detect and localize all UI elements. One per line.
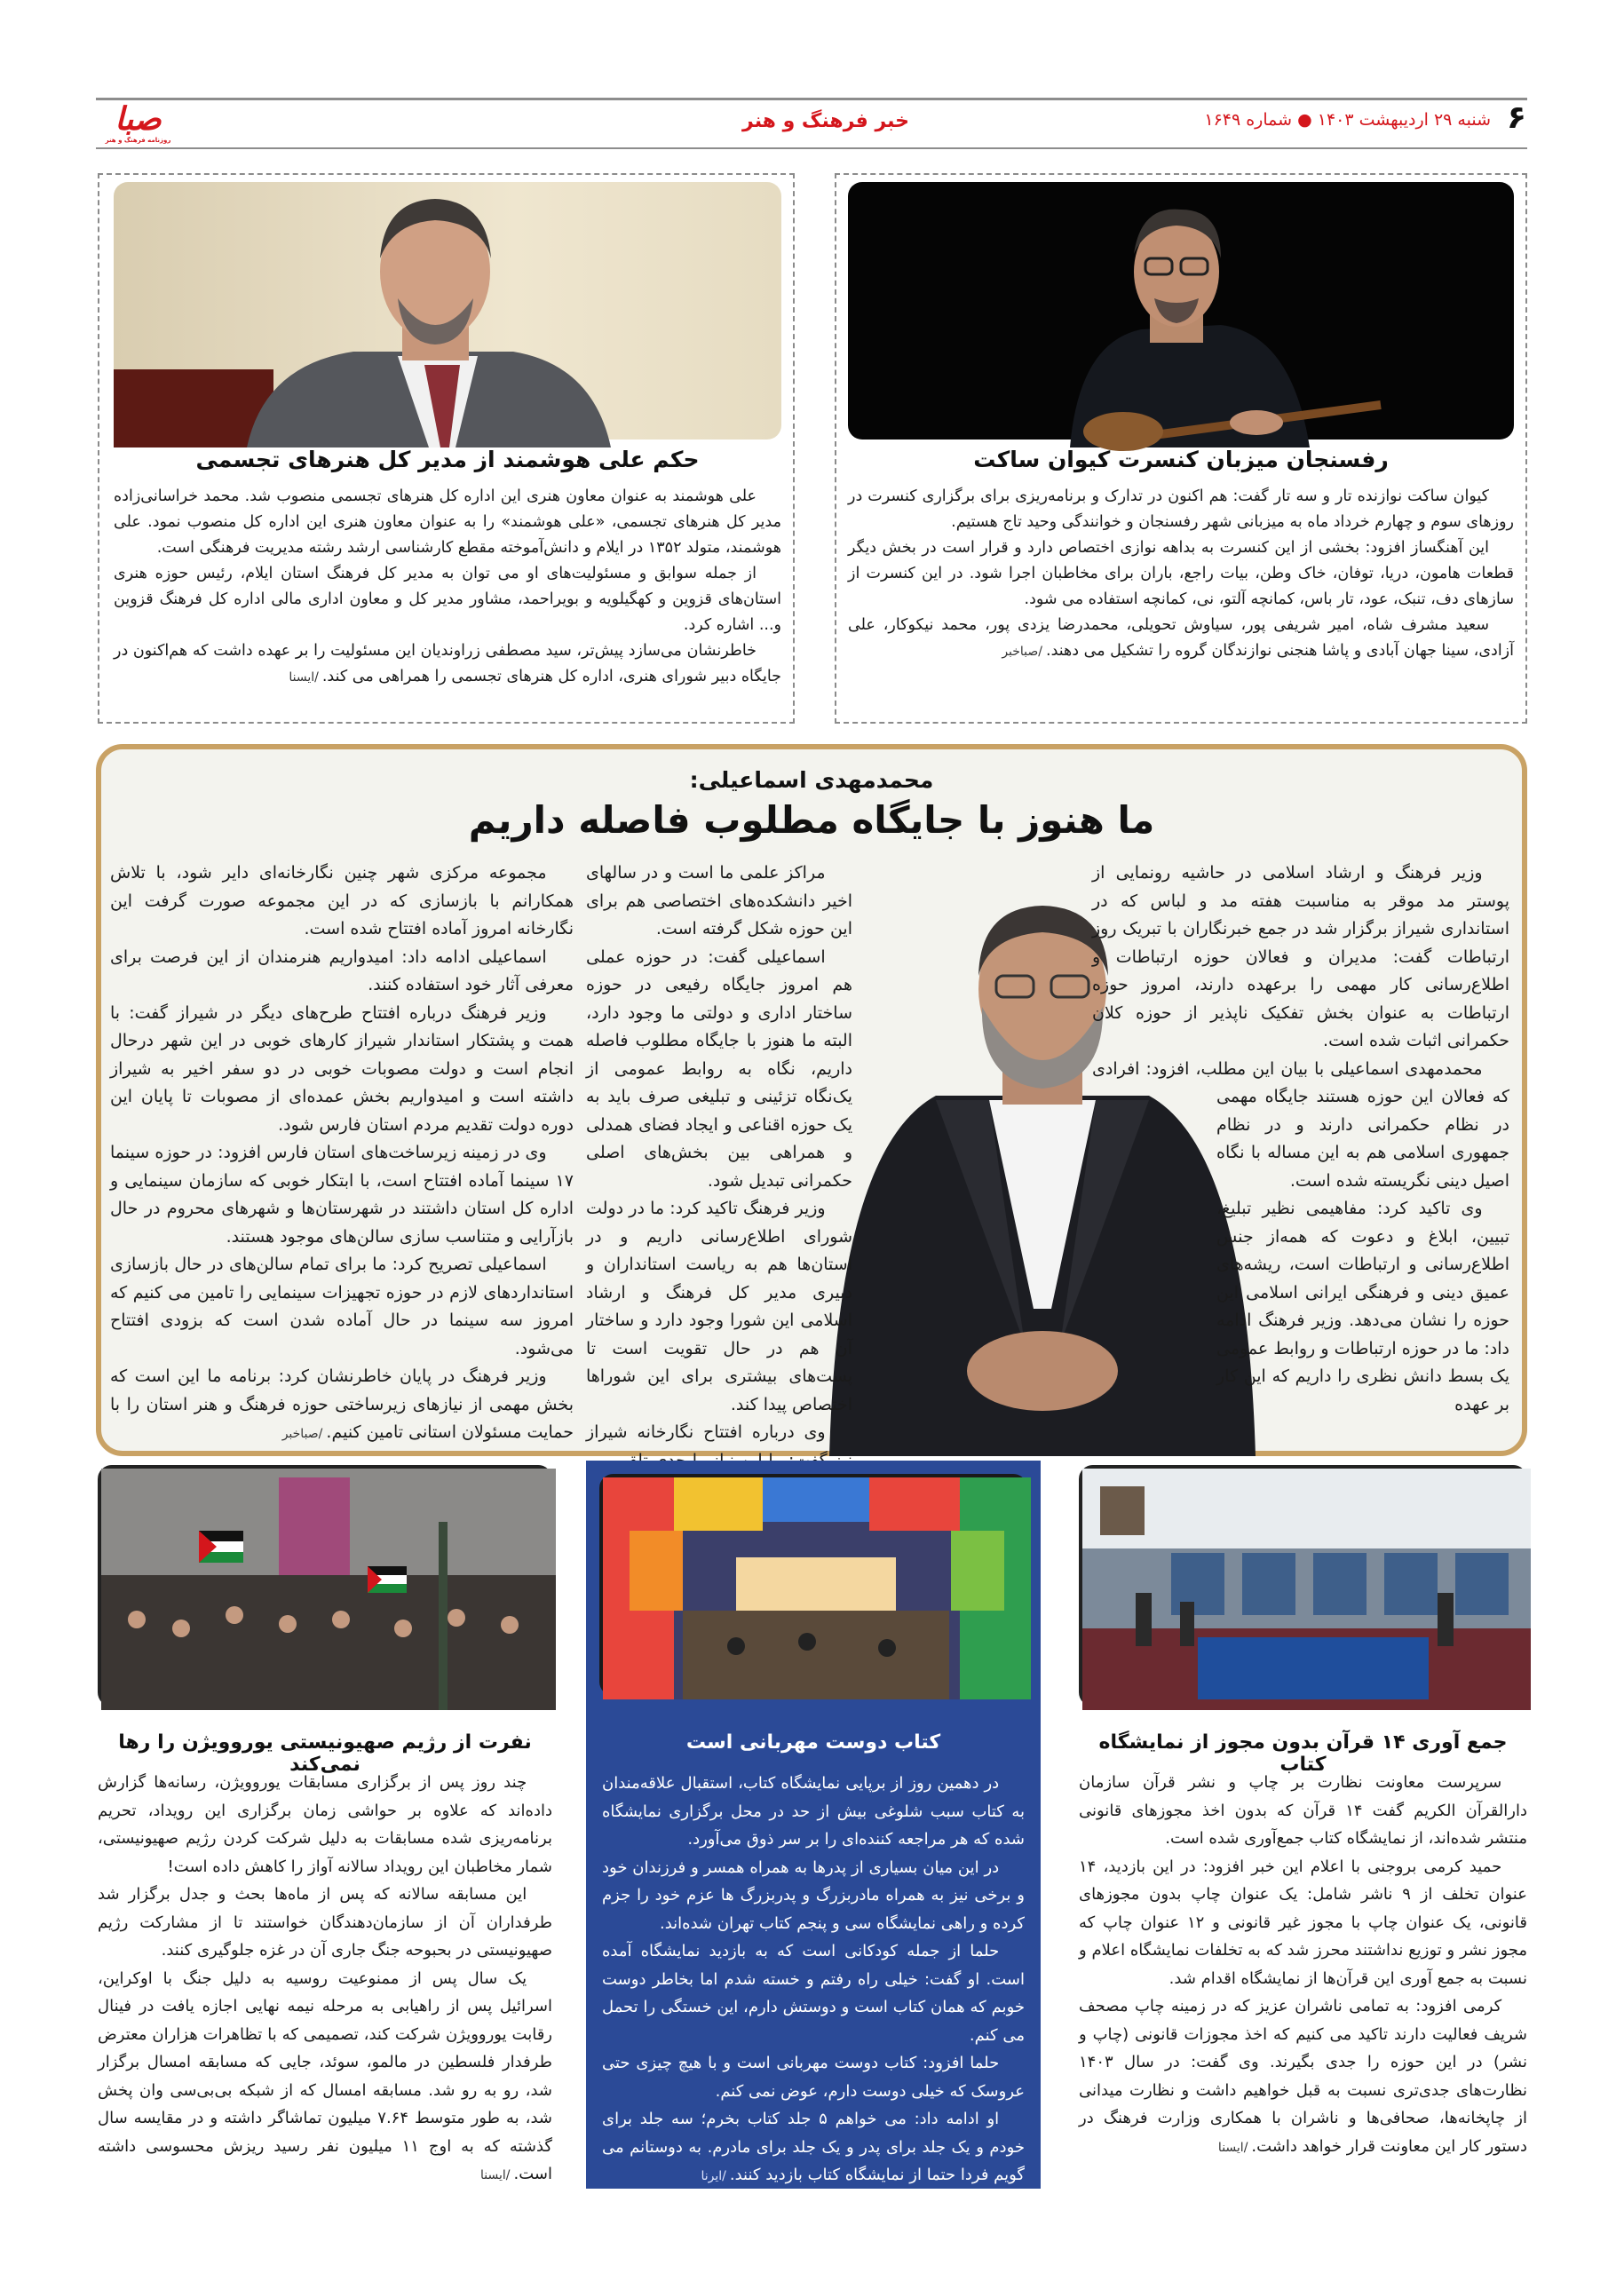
main-column-left: [110, 859, 574, 1447]
source-credit: /ایسنا: [1217, 2140, 1248, 2155]
headline-book-friend: کتاب دوست مهربانی است: [685, 1731, 941, 1754]
paragraph: [602, 2105, 1025, 2191]
paragraph: در دهمین روز از برپایی نمایشگاه کتاب، استقبال علاقه‌مندان به کتاب سبب شلوغی بیش از حد در محل برگزاری نمایشگاه شده که هر مراجعه کننده‌ای را بر سر ذوق می‌آورد.: [602, 1774, 1025, 1849]
paragraph: وزیر فرهنگ و ارشاد اسلامی در حاشیه رونمایی از پوستر مد موقر به مناسبت هفته مد و لباس که در استانداری شیراز برگزار شد در جمع خبرنگاران با تبریک روز ارتباطات گفت: مدیران و فعالان حوزه ارتباطات و اطلاع‌رسانی کار مهمی را برعهده دارند، امروز حوزه ارتباطات به عنوان بخش تفکیک ناپذیر از حوزه کلان حکمرانی اثبات شده است.: [1092, 863, 1509, 1050]
paragraph: مجموعه مرکزی شهر چنین نگارخانه‌ای دایر شود، با تلاش همکارانم با بازسازی که در این مجموعه صورت گرفت این نگارخانه امروز آماده افتتاح شده است.: [110, 863, 574, 939]
paragraph-text: کرمی افزود: به تمامی ناشران عزیز که در زمینه چاپ مصحف شریف فعالیت دارند تاکید می کنیم که اخذ مجوزات قانونی (چاپ و نشر) در این حوزه را جدی بگیرند. وی گفت: در سال ۱۴۰۳ نظارت‌های جدی‌تری نسبت به قبل خواهیم داشت و نظارت میدانی از چاپخانه‌ها، صحافی‌ها و ناشران با همکاری وزارت فرهنگ در دستور کار این معاونت قرار خواهد داشت.: [1079, 1997, 1527, 2156]
dateline: شنبه ۲۹ اردیبهشت ۱۴۰۳ ● شماره ۱۶۴۹: [1204, 110, 1491, 130]
photo-keyvan-sakket: [848, 182, 1514, 440]
paragraph: در این میان بسیاری از پدرها به همراه همسر و فرزندان خود و برخی نیز به همراه مادربزرگ و پدربزرگ ها عزم خود را جزم کرده و راهی نمایشگاه سی و پنجم کتاب تهران شده‌اند.: [602, 1857, 1025, 1933]
article-body-quran: [1079, 1769, 1527, 2213]
photo-ali-houshmand: [114, 182, 781, 440]
photo-book-fair: [1079, 1465, 1527, 1707]
paragraph: این مسابقه سالانه که پس از ماه‌ها بحث و جدل برگزار شد طرفداران آن از سازمان‌دهندگان خواستند تا از مشارکت رژیم صهیونیستی در بحبوحه جنگ جاری آن در غزه جلوگیری کنند.: [98, 1885, 552, 1960]
paragraph: [114, 638, 781, 691]
article-box-book-friend: [586, 1461, 1041, 2189]
article-body-houshmand: [114, 484, 781, 718]
source-credit: /ایسنا: [480, 2168, 511, 2182]
paragraph-text: سعید مشرف شاه، امیر شریفی پور، سیاوش تحویلی، محمدرضا یزدی پور، محمد نیکوکار، علی آزادی، سینا جهان آبادی و پاشا هنجنی نوازندگان گروه را تشکیل می دهند.: [848, 616, 1514, 660]
main-headline: ما هنوز با جایگاه مطلوب فاصله داریم: [468, 798, 1155, 842]
paragraph-text: وزیر فرهنگ در پایان خاطرنشان کرد: برنامه ما این است که بخش مهمی از نیازهای زیرساختی حوزه فرهنگ و هنر استان را با حمایت مسئولان استانی تامین کنیم.: [110, 1366, 574, 1442]
paragraph: مراکز علمی ما است و در سالهای اخیر دانشکده‌های اختصاصی هم برای این حوزه شکل گرفته است.: [586, 863, 852, 939]
paragraph: وی درباره افتتاح نگارخانه شیراز: [586, 1422, 826, 1442]
header-bottom-rule: [96, 147, 1527, 149]
source-credit: /ایسنا: [289, 670, 319, 685]
paragraph: [1079, 1992, 1527, 2162]
paragraph: [110, 1363, 574, 1449]
paragraph: اسماعیلی تصریح کرد: ما برای تمام سالن‌های در حال بازسازی استانداردهای لازم در حوزه تجهیزات سینمایی را تامین می کنیم که امروز سه سینما در حال آماده شدن است که بزودی افتتاح می‌شود.: [110, 1255, 574, 1358]
paragraph: سرپرست معاونت نظارت بر چاپ و نشر قرآن سازمان دارالقرآن الکریم گفت ۱۴ قرآن که بدون اخذ مجوزهای قانونی منتشر شده‌اند، از نمایشگاه کتاب جمع‌آوری شده است.: [1079, 1773, 1527, 1848]
main-kicker: محمدمهدی اسماعیلی:: [689, 767, 934, 793]
source-credit: /صباخبر: [281, 1427, 323, 1441]
paragraph: حلما افزود: کتاب دوست مهربانی است و با هیچ چیزی حتی عروسک که خیلی دوست دارم، عوض نمی کنم.: [602, 2054, 1025, 2101]
source-credit: /ایرنا: [701, 2169, 726, 2183]
article-body-book-friend: [602, 1770, 1025, 2184]
headline-houshmand: حکم علی هوشمند از مدیر کل هنرهای تجسمی: [195, 447, 700, 472]
paragraph: اسماعیلی ادامه داد: امیدواریم هنرمندان از این فرصت برای معرفی آثار خود استفاده کنند.: [110, 946, 574, 994]
paragraph: وی در زمینه زیرساخت‌های استان فارس افزود: در حوزه سینما ۱۷ سینما آماده افتتاح است، با ابتکار خوبی که سازمان سینمایی و اداره کل استان داشتند در شهرستان‌ها و شهرهای محروم در حال بازآرایی و متناسب سازی سالن‌های موجود هستند.: [110, 1143, 574, 1247]
headline-quran: جمع آوری ۱۴ قرآن بدون مجوز از نمایشگاه کتاب: [1098, 1731, 1508, 1776]
main-column-right: [1092, 859, 1509, 1447]
section-title: خبر فرهنگ و هنر: [742, 110, 909, 132]
logo-text: صبا: [115, 101, 162, 138]
paragraph: علی هوشمند به عنوان معاون هنری این اداره کل هنرهای تجسمی منصوب شد. محمد خراسانی‌زاده مدیر کل هنرهای تجسمی، «علی هوشمند» را به عنوان معاون هنری این اداره کل منصوب نمود. علی هوشمند، متولد ۱۳۵۲ در ایلام و دانش‌آموخته مقطع کارشناسی ارشد رشته مدیریت فرهنگی است.: [114, 487, 781, 557]
paragraph: حلما از جمله کودکانی است که به بازدید نمایشگاه آمده است. او گفت: خیلی راه رفتم و خسته شدم اما بخاطر دوست خوبم که همان کتاب است و دوستش دارم، این خستگی را تحمل می کنم.: [602, 1942, 1025, 2045]
paragraph-text: خاطرنشان می‌سازد پیش‌تر، سید مصطفی زراوندیان این مسئولیت را بر عهده داشت که هم‌اکنون در جایگاه دبیر شورای هنری، اداره کل هنرهای تجسمی را همراهی می کند.: [114, 642, 781, 685]
paragraph: حمید کرمی بروجنی با اعلام این خبر افزود: در این بازدید، ۱۴ عنوان تخلف از ۹ ناشر شامل: یک عنوان چاپ بدون مجوزهای قانونی، یک عنوان چاپ با مجوز غیر قانونی و ۱۲ عنوان چاپ که مجوز نشر و توزیع نداشتند محرز شد که به تخلفات نمایشگاه اعلام و نسبت به جمع آوری این قرآن‌ها از نمایشگاه اقدام شد.: [1079, 1857, 1527, 1988]
paragraph: چند روز پس از برگزاری مسابقات یوروویژن، رسانه‌ها گزارش داده‌اند که علاوه بر حواشی زمان برگزاری این رویداد، تحریم برنامه‌ریزی شده مسابقات به دلیل شرکت کردن رژیم صهیونیستی، شمار مخاطبان این رویداد سالانه آواز را کاهش داده است!: [98, 1773, 552, 1876]
paragraph: این آهنگساز افزود: بخشی از این کنسرت به بداهه نوازی اختصاص دارد و قرار است در بخش دیگر قطعات هامون، دریا، توفان، خاک وطن، بیات راجع، باران برای مخاطبان اجرا شود. در این کنسرت از سازهای دف، تنبک، عود، تار باس، کمانچه آلتو، نی، کمانچه استفاده می شود.: [848, 539, 1514, 608]
paragraph: وزیر فرهنگ درباره افتتاح طرح‌های دیگر در شیراز گفت: با همت و پشتکار استاندار شیراز کارهای خوبی در این شهر درحال انجام است و دولت مصوبات خوبی در دو سفر اخیر به شیراز داشته است و امیدواریم بخش عمده‌ای از مصوبات تا پایان این دوره دولت تقدیم مردم استان فارس شود.: [110, 1002, 574, 1135]
paragraph: وزیر فرهنگ تاکید کرد: ما در دولت شورای اطلاع‌رسانی داریم و در استان‌ها هم به ریاست استانداران و دبیری مدیر کل فرهنگ و ارشاد اسلامی این شورا وجود دارد و ساختار آن هم در حال تقویت است تا پست‌های بیشتری برای این شوراها اختصاص پیدا کند.: [586, 1199, 852, 1414]
page-number: ۶: [1507, 99, 1526, 136]
paragraph: محمدمهدی اسماعیلی با بیان این مطلب، افزود: افرادی که فعالان این حوزه هستند جایگاه مهمی در نظام حکمرانی دارند و در نظام جمهوری اسلامی هم به این مساله با نگاه اصیل دینی نگریسته شده است.: [1092, 1058, 1509, 1191]
article-body-sakket: [848, 484, 1514, 718]
headline-sakket: رفسنجان میزبان کنسرت کیوان ساکت: [973, 447, 1389, 472]
paragraph: [98, 1965, 552, 2190]
source-credit: /صباخبر: [1002, 645, 1043, 659]
newspaper-logo[interactable]: [96, 103, 180, 147]
photo-book-arch: [599, 1474, 1027, 1696]
date: شنبه ۲۹ اردیبهشت ۱۴۰۳: [1317, 110, 1491, 130]
photo-eurovision-protest: [98, 1465, 552, 1707]
main-column-middle: [586, 859, 852, 1447]
header-top-rule: [96, 98, 1527, 100]
article-body-eurovision: [98, 1769, 552, 2213]
paragraph: از جمله سوابق و مسئولیت‌های او می توان به مدیر کل فرهنگ استان ایلام، رئیس حوزه هنری استان‌های قزوین و کهگیلویه و بویراحمد، مشاور مدیر کل و معاون اداری مالی اداره کل فرهنگ قزوین و... اشاره کرد.: [114, 565, 781, 634]
paragraph: [848, 613, 1514, 665]
paragraph: کیوان ساکت نوازنده تار و سه تار گفت: هم اکنون در تدارک و برنامه‌ریزی برای برگزاری کنسرت در روزهای سوم و چهارم خرداد ماه به میزبانی شهر رفسنجان و خوانندگی وحید تاج هستیم.: [848, 487, 1514, 531]
issue-number: شماره ۱۶۴۹: [1204, 110, 1293, 130]
main-article-box: [96, 744, 1527, 1456]
paragraph: وی تاکید کرد: مفاهیمی نظیر تبلیغ، تبیین، ابلاغ و دعوت که همه‌از جنس اطلاع‌رسانی و ارتباطات است، ریشه‌های عمیق دینی و فرهنگی ایرانی اسلامی این حوزه را نشان می‌دهد. وزیر فرهنگ ادامه داد: ما در حوزه ارتباطات و روابط عمومی یک بسط دانش نظری را داریم که این کار بر عهده: [1216, 1199, 1509, 1414]
logo-tagline: روزنامه فرهنگ و هنر: [105, 137, 171, 144]
paragraph-text: یک سال پس از ممنوعیت روسیه به دلیل جنگ با اوکراین، اسرائیل پس از راهیابی به مرحله نیمه نهایی اجازه یافت در فینال رقابت یوروویژن شرکت کند، تصمیمی که با تظاهرات هزاران معترض طرفدار فلسطین در مالمو، سوئد، جایی که مسابقه امسال برگزار شد، رو به رو شد. مسابقه امسال که از شبکه بی‌بی‌سی وان پخش شد، به طور متوسط ۷.۶۴ میلیون تماشاگر داشته و در مقایسه سال گذشته که به اوج ۱۱ میلیون نفر رسید ریزش محسوسی داشته است.: [98, 1968, 552, 2183]
headline-eurovision: نفرت از رژیم صهیونیستی یوروویژن را رها نمی‌کند: [118, 1731, 532, 1776]
paragraph-text: او ادامه داد: می خواهم ۵ جلد کتاب بخرم؛ سه جلد برای خودم و یک جلد برای پدر و یک جلد برای مادرم. به دوستانم می گویم فردا حتما از نمایشگاه کتاب بازدید کنند.: [602, 2110, 1025, 2184]
paragraph: اسماعیلی گفت: در حوزه عملی هم امروز جایگاه رفیعی در حوزه ساختار اداری و دولتی ما وجود دارد، البته ما هنوز با جایگاه مطلوب فاصله داریم، نگاه به روابط عمومی از یک‌نگاه تزئینی و تبلیغی صرف باید به یک حوزه اقناعی و ایجاد فضای همدلی و همراهی بین بخش‌های اصلی حکمرانی تبدیل شود.: [586, 946, 852, 1191]
